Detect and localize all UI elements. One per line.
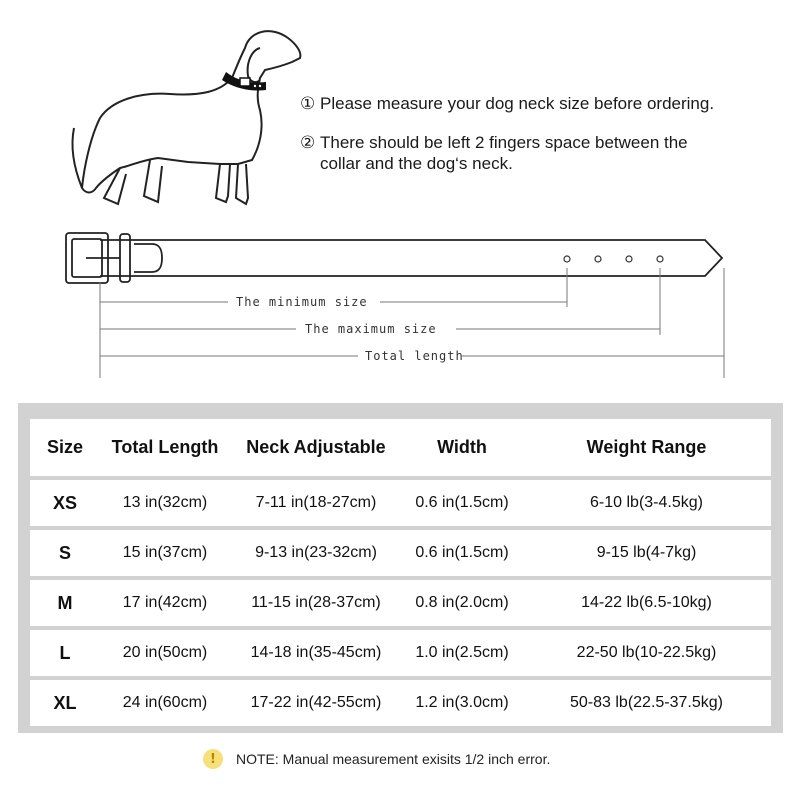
header-width: Width bbox=[402, 419, 522, 476]
cell-width: 0.6 in(1.5cm) bbox=[402, 530, 522, 576]
cell-total-length: 24 in(60cm) bbox=[100, 680, 230, 726]
table-row bbox=[30, 580, 771, 626]
step-2-text-line-2: collar and the dog‘s neck. bbox=[320, 154, 513, 173]
step-1-number: ① bbox=[300, 94, 316, 113]
instruction-step-2-cont bbox=[320, 153, 513, 175]
measurement-note bbox=[203, 748, 550, 770]
step-2-text-line-1: There should be left 2 fingers space between the bbox=[320, 133, 688, 152]
max-size-label: The maximum size bbox=[305, 322, 437, 336]
cell-neck-adjustable: 11-15 in(28-37cm) bbox=[230, 580, 402, 626]
cell-neck-adjustable: 7-11 in(18-27cm) bbox=[230, 480, 402, 526]
header-weight-range: Weight Range bbox=[522, 419, 771, 476]
note-text: NOTE: Manual measurement exisits 1/2 inch error. bbox=[236, 751, 551, 767]
collar-strap bbox=[100, 240, 722, 276]
step-2-number: ② bbox=[300, 133, 316, 152]
table-row bbox=[30, 530, 771, 576]
cell-neck-adjustable: 14-18 in(35-45cm) bbox=[230, 630, 402, 676]
cell-width: 0.8 in(2.0cm) bbox=[402, 580, 522, 626]
total-length-label: Total length bbox=[365, 349, 464, 363]
cell-neck-adjustable: 17-22 in(42-55cm) bbox=[230, 680, 402, 726]
cell-neck-adjustable: 9-13 in(23-32cm) bbox=[230, 530, 402, 576]
cell-weight-range: 14-22 lb(6.5-10kg) bbox=[522, 580, 771, 626]
step-1-text: Please measure your dog neck size before ordering. bbox=[320, 94, 715, 113]
cell-size: M bbox=[30, 580, 100, 626]
collar-holes bbox=[564, 256, 663, 262]
size-table bbox=[30, 415, 771, 730]
cell-weight-range: 6-10 lb(3-4.5kg) bbox=[522, 480, 771, 526]
cell-total-length: 17 in(42cm) bbox=[100, 580, 230, 626]
size-table-frame bbox=[18, 403, 783, 733]
header-size: Size bbox=[30, 419, 100, 476]
cell-width: 1.2 in(3.0cm) bbox=[402, 680, 522, 726]
min-size-label: The minimum size bbox=[236, 295, 368, 309]
cell-size: XL bbox=[30, 680, 100, 726]
header-total-length: Total Length bbox=[100, 419, 230, 476]
cell-width: 0.6 in(1.5cm) bbox=[402, 480, 522, 526]
cell-size: XS bbox=[30, 480, 100, 526]
table-header-row bbox=[30, 419, 771, 476]
table-row bbox=[30, 630, 771, 676]
cell-weight-range: 22-50 lb(10-22.5kg) bbox=[522, 630, 771, 676]
cell-width: 1.0 in(2.5cm) bbox=[402, 630, 522, 676]
cell-weight-range: 50-83 lb(22.5-37.5kg) bbox=[522, 680, 771, 726]
cell-size: L bbox=[30, 630, 100, 676]
table-row bbox=[30, 680, 771, 726]
cell-total-length: 20 in(50cm) bbox=[100, 630, 230, 676]
instruction-step-1 bbox=[300, 93, 714, 115]
warning-icon: ! bbox=[203, 749, 223, 769]
cell-weight-range: 9-15 lb(4-7kg) bbox=[522, 530, 771, 576]
cell-total-length: 13 in(32cm) bbox=[100, 480, 230, 526]
header-neck-adjustable: Neck Adjustable bbox=[230, 419, 402, 476]
collar-measurement-diagram bbox=[0, 220, 800, 385]
instruction-step-2 bbox=[300, 132, 688, 154]
cell-total-length: 15 in(37cm) bbox=[100, 530, 230, 576]
table-row bbox=[30, 480, 771, 526]
dog-illustration bbox=[60, 18, 310, 218]
cell-size: S bbox=[30, 530, 100, 576]
